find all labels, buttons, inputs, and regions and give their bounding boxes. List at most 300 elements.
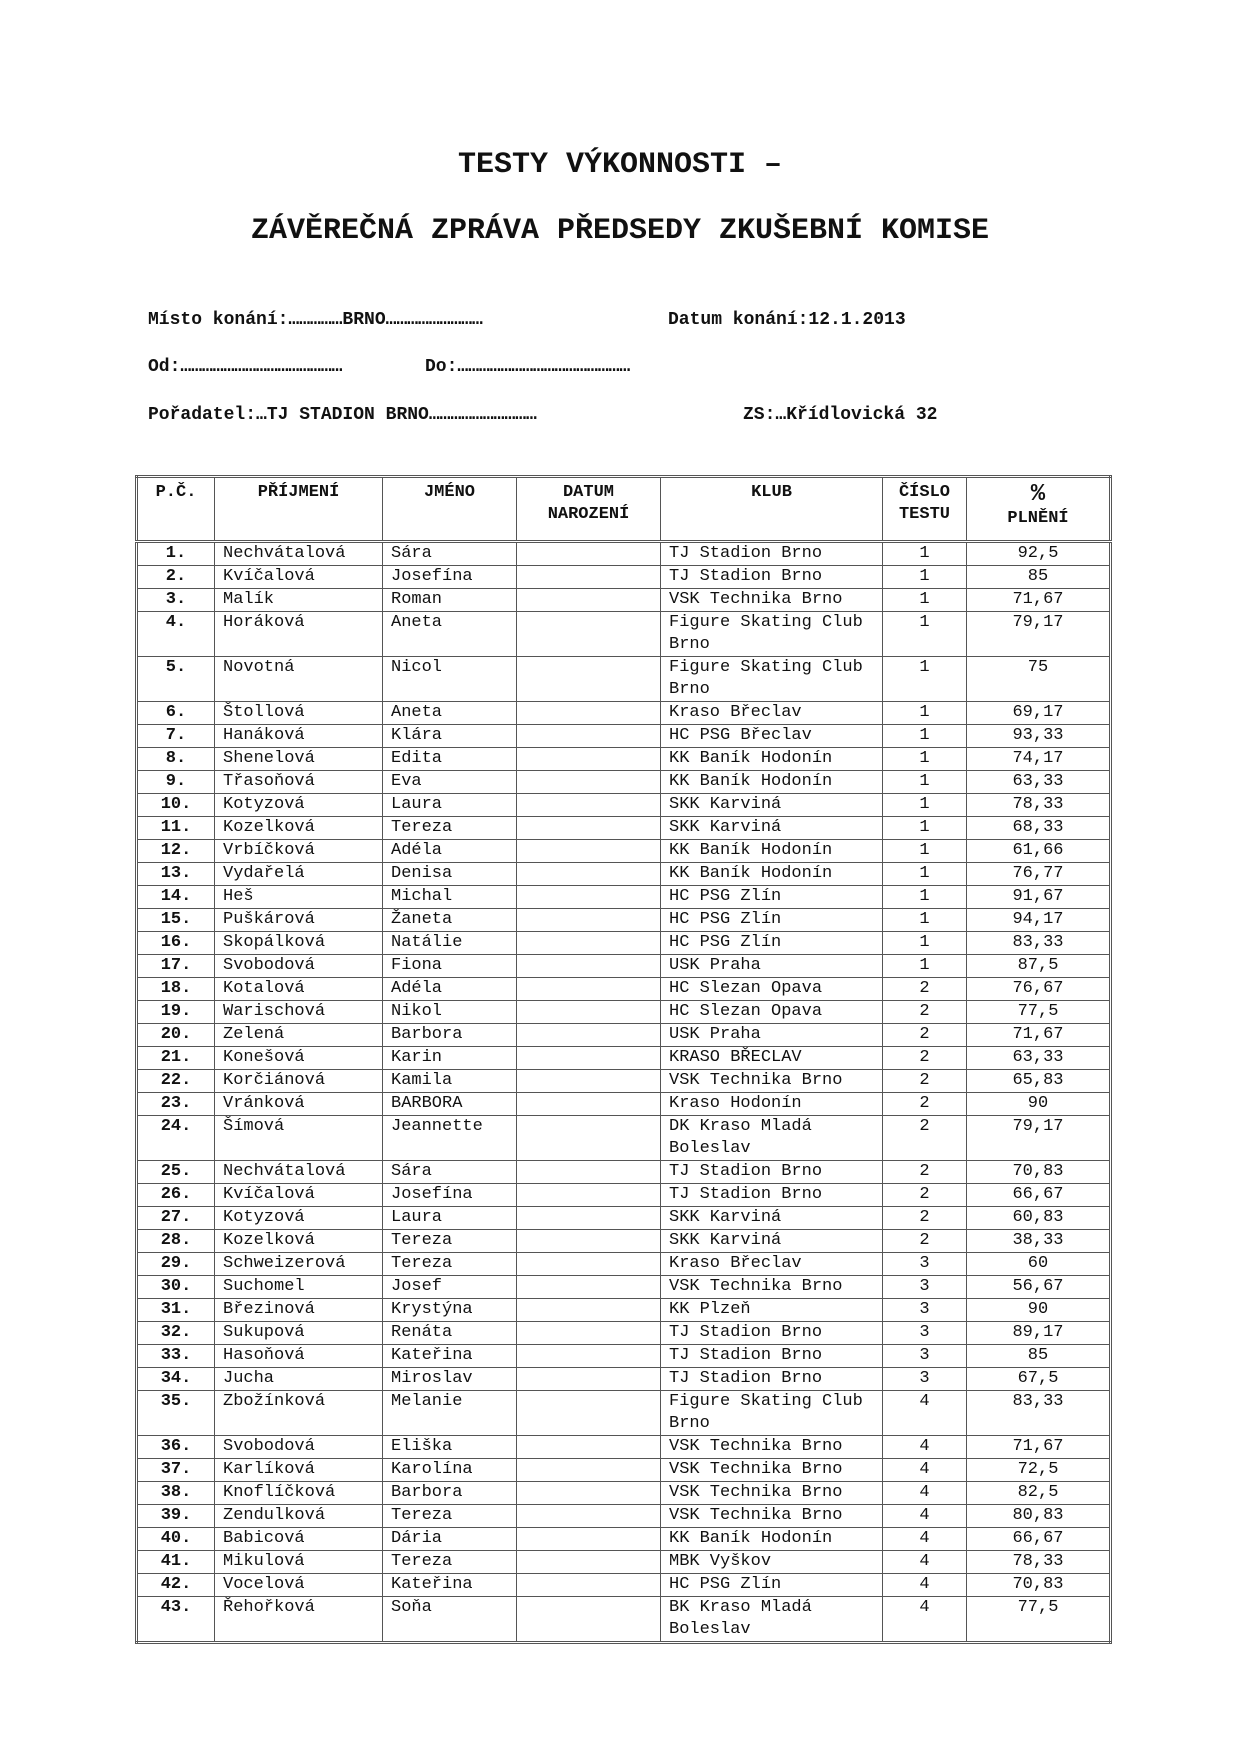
row-number: 21. [137,1047,215,1070]
row-birthdate [517,612,661,657]
row-birthdate [517,1184,661,1207]
row-birthdate [517,566,661,589]
row-birthdate [517,955,661,978]
row-number: 35. [137,1391,215,1436]
row-surname: Hanáková [215,725,383,748]
row-birthdate [517,771,661,794]
document-title-line1: TESTY VÝKONNOSTI – [457,148,783,182]
row-birthdate [517,1024,661,1047]
row-surname: Malík [215,589,383,612]
row-number: 27. [137,1207,215,1230]
row-birthdate [517,978,661,1001]
row-club: HC Slezan Opava [661,1001,883,1024]
row-surname: Nechvátalová [215,542,383,566]
venue-field: Místo konání:……………BRNO……………………… [148,310,483,330]
table-row [137,886,1111,909]
row-test-number: 1 [883,955,967,978]
row-test-number: 1 [883,863,967,886]
table-row [137,725,1111,748]
row-fulfilment: 71,67 [967,1024,1111,1047]
row-test-number: 1 [883,657,967,702]
table-row [137,1391,1111,1436]
row-surname: Svobodová [215,955,383,978]
row-fulfilment: 63,33 [967,1047,1111,1070]
row-birthdate [517,886,661,909]
row-test-number: 1 [883,932,967,955]
row-fulfilment: 94,17 [967,909,1111,932]
table-row [137,1551,1111,1574]
row-birthdate [517,1436,661,1459]
column-header-club: KLUB [661,477,883,542]
row-first-name: Barbora [383,1024,517,1047]
table-row [137,840,1111,863]
table-row [137,1276,1111,1299]
row-number: 38. [137,1482,215,1505]
row-club: VSK Technika Brno [661,1276,883,1299]
table-row [137,1459,1111,1482]
row-first-name: Laura [383,1207,517,1230]
row-first-name: Denisa [383,863,517,886]
table-row [137,589,1111,612]
row-test-number: 1 [883,840,967,863]
table-row [137,1116,1111,1161]
row-first-name: Tereza [383,1505,517,1528]
table-row [137,1230,1111,1253]
row-club: BK Kraso Mladá Boleslav [661,1597,883,1643]
row-number: 4. [137,612,215,657]
table-row [137,1597,1111,1643]
row-surname: Kozelková [215,817,383,840]
row-fulfilment: 92,5 [967,542,1111,566]
row-fulfilment: 90 [967,1299,1111,1322]
row-fulfilment: 79,17 [967,612,1111,657]
row-test-number: 3 [883,1299,967,1322]
row-surname: Vrbíčková [215,840,383,863]
row-first-name: Karin [383,1047,517,1070]
row-club: KK Baník Hodonín [661,748,883,771]
row-fulfilment: 56,67 [967,1276,1111,1299]
row-club: VSK Technika Brno [661,589,883,612]
column-header-birthdate-line2: NAROZENÍ [547,505,630,524]
row-number: 36. [137,1436,215,1459]
row-number: 31. [137,1299,215,1322]
row-test-number: 2 [883,1161,967,1184]
row-number: 5. [137,657,215,702]
row-first-name: Jeannette [383,1116,517,1161]
column-header-fulfilment [967,477,1111,542]
row-birthdate [517,1047,661,1070]
row-number: 6. [137,702,215,725]
row-club: MBK Vyškov [661,1551,883,1574]
row-club: SKK Karviná [661,817,883,840]
table-row [137,566,1111,589]
table-row [137,1436,1111,1459]
table-row [137,612,1111,657]
row-birthdate [517,1207,661,1230]
row-test-number: 4 [883,1436,967,1459]
row-surname: Babicová [215,1528,383,1551]
row-test-number: 3 [883,1276,967,1299]
row-club: KK Baník Hodonín [661,840,883,863]
row-birthdate [517,657,661,702]
row-surname: Březinová [215,1299,383,1322]
row-surname: Skopálková [215,932,383,955]
row-club: Figure Skating Club Brno [661,1391,883,1436]
row-first-name: Josefína [383,1184,517,1207]
row-birthdate [517,1551,661,1574]
column-header-test-number-line2: TESTU [898,505,950,524]
row-birthdate [517,589,661,612]
row-fulfilment: 76,67 [967,978,1111,1001]
row-test-number: 3 [883,1345,967,1368]
row-number: 1. [137,542,215,566]
row-test-number: 4 [883,1391,967,1436]
row-club: TJ Stadion Brno [661,1345,883,1368]
results-table [135,475,1112,1644]
row-fulfilment: 38,33 [967,1230,1111,1253]
row-number: 16. [137,932,215,955]
row-club: VSK Technika Brno [661,1505,883,1528]
row-birthdate [517,1345,661,1368]
row-birthdate [517,1391,661,1436]
row-birthdate [517,794,661,817]
row-number: 30. [137,1276,215,1299]
row-fulfilment: 87,5 [967,955,1111,978]
row-surname: Kotalová [215,978,383,1001]
row-number: 15. [137,909,215,932]
row-test-number: 4 [883,1597,967,1643]
row-number: 18. [137,978,215,1001]
column-header-fulfilment-label: PLNĚNÍ [1007,509,1069,528]
row-fulfilment: 85 [967,1345,1111,1368]
table-row [137,1024,1111,1047]
row-number: 22. [137,1070,215,1093]
row-first-name: Michal [383,886,517,909]
row-first-name: Nicol [383,657,517,702]
row-fulfilment: 63,33 [967,771,1111,794]
row-number: 32. [137,1322,215,1345]
row-first-name: Tereza [383,1253,517,1276]
row-birthdate [517,1276,661,1299]
row-fulfilment: 60 [967,1253,1111,1276]
row-birthdate [517,863,661,886]
row-fulfilment: 80,83 [967,1505,1111,1528]
row-first-name: Fiona [383,955,517,978]
row-club: HC PSG Zlín [661,932,883,955]
row-first-name: Adéla [383,978,517,1001]
row-fulfilment: 60,83 [967,1207,1111,1230]
row-club: VSK Technika Brno [661,1070,883,1093]
row-number: 2. [137,566,215,589]
row-first-name: Žaneta [383,909,517,932]
row-fulfilment: 83,33 [967,932,1111,955]
row-test-number: 2 [883,1184,967,1207]
row-fulfilment: 83,33 [967,1391,1111,1436]
row-number: 43. [137,1597,215,1643]
row-birthdate [517,1299,661,1322]
row-surname: Karlíková [215,1459,383,1482]
row-surname: Zelená [215,1024,383,1047]
column-header-name: JMÉNO [383,477,517,542]
table-row [137,1505,1111,1528]
row-test-number: 3 [883,1368,967,1391]
row-club: VSK Technika Brno [661,1459,883,1482]
row-first-name: Natálie [383,932,517,955]
row-surname: Třasoňová [215,771,383,794]
row-number: 39. [137,1505,215,1528]
table-header-row [137,477,1111,542]
row-club: KRASO BŘECLAV [661,1047,883,1070]
row-surname: Štollová [215,702,383,725]
row-number: 11. [137,817,215,840]
row-number: 12. [137,840,215,863]
row-birthdate [517,1001,661,1024]
row-number: 24. [137,1116,215,1161]
row-test-number: 1 [883,612,967,657]
row-birthdate [517,1597,661,1643]
table-row [137,1322,1111,1345]
row-club: HC PSG Zlín [661,909,883,932]
row-test-number: 2 [883,978,967,1001]
row-test-number: 1 [883,909,967,932]
table-row [137,794,1111,817]
row-fulfilment: 69,17 [967,702,1111,725]
row-surname: Vocelová [215,1574,383,1597]
row-fulfilment: 77,5 [967,1597,1111,1643]
row-birthdate [517,748,661,771]
table-row [137,1207,1111,1230]
row-birthdate [517,1230,661,1253]
organizer-field: Pořadatel:…TJ STADION BRNO………………………… [148,405,537,425]
row-surname: Kvíčalová [215,1184,383,1207]
row-first-name: Sára [383,542,517,566]
row-test-number: 2 [883,1230,967,1253]
row-fulfilment: 74,17 [967,748,1111,771]
row-number: 37. [137,1459,215,1482]
row-first-name: Soňa [383,1597,517,1643]
row-number: 13. [137,863,215,886]
row-birthdate [517,1574,661,1597]
row-birthdate [517,1070,661,1093]
row-surname: Šímová [215,1116,383,1161]
row-test-number: 1 [883,725,967,748]
row-surname: Mikulová [215,1551,383,1574]
row-test-number: 1 [883,702,967,725]
row-first-name: Kateřina [383,1574,517,1597]
row-number: 25. [137,1161,215,1184]
row-number: 34. [137,1368,215,1391]
row-test-number: 1 [883,542,967,566]
row-birthdate [517,1459,661,1482]
row-surname: Vránková [215,1093,383,1116]
row-first-name: Sára [383,1161,517,1184]
date-field: Datum konání:12.1.2013 [668,310,906,330]
row-fulfilment: 93,33 [967,725,1111,748]
row-surname: Hasoňová [215,1345,383,1368]
to-field: Do:………………………………………… [425,357,631,377]
row-birthdate [517,1505,661,1528]
table-body [137,542,1111,1643]
row-test-number: 2 [883,1001,967,1024]
row-club: TJ Stadion Brno [661,1161,883,1184]
row-birthdate [517,1161,661,1184]
table-row [137,748,1111,771]
row-first-name: Karolína [383,1459,517,1482]
row-surname: Vydařelá [215,863,383,886]
row-test-number: 4 [883,1574,967,1597]
row-club: USK Praha [661,1024,883,1047]
row-fulfilment: 67,5 [967,1368,1111,1391]
row-birthdate [517,725,661,748]
row-club: KK Baník Hodonín [661,1528,883,1551]
table-row [137,932,1111,955]
row-fulfilment: 65,83 [967,1070,1111,1093]
row-test-number: 1 [883,748,967,771]
row-fulfilment: 71,67 [967,589,1111,612]
row-number: 23. [137,1093,215,1116]
row-test-number: 1 [883,817,967,840]
row-club: USK Praha [661,955,883,978]
row-number: 20. [137,1024,215,1047]
table-row [137,657,1111,702]
row-birthdate [517,1322,661,1345]
row-fulfilment: 71,67 [967,1436,1111,1459]
row-fulfilment: 72,5 [967,1459,1111,1482]
row-first-name: Kamila [383,1070,517,1093]
row-first-name: Eva [383,771,517,794]
row-club: TJ Stadion Brno [661,1322,883,1345]
row-test-number: 4 [883,1459,967,1482]
row-number: 3. [137,589,215,612]
row-first-name: Nikol [383,1001,517,1024]
row-first-name: BARBORA [383,1093,517,1116]
column-header-fulfilment-symbol: % [1030,481,1046,508]
row-surname: Horáková [215,612,383,657]
table-row [137,909,1111,932]
row-surname: Zendulková [215,1505,383,1528]
row-first-name: Roman [383,589,517,612]
row-club: Kraso Břeclav [661,1253,883,1276]
ice-rink-field: ZS:…Křídlovická 32 [743,405,938,425]
row-fulfilment: 61,66 [967,840,1111,863]
row-surname: Suchomel [215,1276,383,1299]
table-row [137,1368,1111,1391]
row-fulfilment: 77,5 [967,1001,1111,1024]
column-header-test-number-line1: ČÍSLO [898,483,950,502]
row-club: TJ Stadion Brno [661,542,883,566]
row-number: 14. [137,886,215,909]
row-test-number: 4 [883,1482,967,1505]
row-first-name: Aneta [383,612,517,657]
row-club: KK Baník Hodonín [661,771,883,794]
column-header-order: P.Č. [137,477,215,542]
row-birthdate [517,932,661,955]
row-birthdate [517,1253,661,1276]
row-fulfilment: 68,33 [967,817,1111,840]
row-number: 17. [137,955,215,978]
row-number: 10. [137,794,215,817]
table-row [137,978,1111,1001]
row-club: TJ Stadion Brno [661,1184,883,1207]
row-test-number: 2 [883,1207,967,1230]
row-birthdate [517,542,661,566]
table-row [137,1528,1111,1551]
row-first-name: Adéla [383,840,517,863]
row-first-name: Josefína [383,566,517,589]
row-birthdate [517,840,661,863]
row-first-name: Josef [383,1276,517,1299]
row-number: 40. [137,1528,215,1551]
row-club: VSK Technika Brno [661,1482,883,1505]
table-row [137,1482,1111,1505]
row-first-name: Laura [383,794,517,817]
row-surname: Kotyzová [215,794,383,817]
row-surname: Shenelová [215,748,383,771]
row-club: TJ Stadion Brno [661,566,883,589]
row-club: VSK Technika Brno [661,1436,883,1459]
row-number: 42. [137,1574,215,1597]
row-surname: Schweizerová [215,1253,383,1276]
column-header-surname: PŘÍJMENÍ [215,477,383,542]
row-club: Figure Skating Club Brno [661,612,883,657]
table-row [137,1070,1111,1093]
table-row [137,1299,1111,1322]
column-header-birthdate-line1: DATUM [562,483,614,502]
row-surname: Jucha [215,1368,383,1391]
row-fulfilment: 90 [967,1093,1111,1116]
row-number: 28. [137,1230,215,1253]
row-surname: Korčiánová [215,1070,383,1093]
row-club: SKK Karviná [661,1230,883,1253]
row-number: 41. [137,1551,215,1574]
row-club: Kraso Břeclav [661,702,883,725]
table-row [137,542,1111,566]
row-surname: Konešová [215,1047,383,1070]
row-surname: Řehořková [215,1597,383,1643]
row-test-number: 1 [883,566,967,589]
row-surname: Kozelková [215,1230,383,1253]
table-row [137,702,1111,725]
row-club: SKK Karviná [661,1207,883,1230]
row-test-number: 1 [883,771,967,794]
column-header-test-number [883,477,967,542]
row-club: TJ Stadion Brno [661,1368,883,1391]
row-club: HC Slezan Opava [661,978,883,1001]
table-row [137,1574,1111,1597]
row-club: KK Baník Hodonín [661,863,883,886]
table-row [137,1093,1111,1116]
row-fulfilment: 78,33 [967,1551,1111,1574]
row-surname: Warischová [215,1001,383,1024]
row-fulfilment: 75 [967,657,1111,702]
row-birthdate [517,702,661,725]
row-surname: Novotná [215,657,383,702]
table-row [137,863,1111,886]
row-surname: Heš [215,886,383,909]
row-test-number: 3 [883,1322,967,1345]
row-first-name: Barbora [383,1482,517,1505]
row-birthdate [517,1528,661,1551]
row-birthdate [517,1368,661,1391]
row-first-name: Edita [383,748,517,771]
row-surname: Zbožínková [215,1391,383,1436]
row-club: Kraso Hodonín [661,1093,883,1116]
from-field: Od:……………………………………… [148,357,343,377]
table-row [137,955,1111,978]
row-surname: Svobodová [215,1436,383,1459]
row-test-number: 2 [883,1116,967,1161]
row-first-name: Eliška [383,1436,517,1459]
